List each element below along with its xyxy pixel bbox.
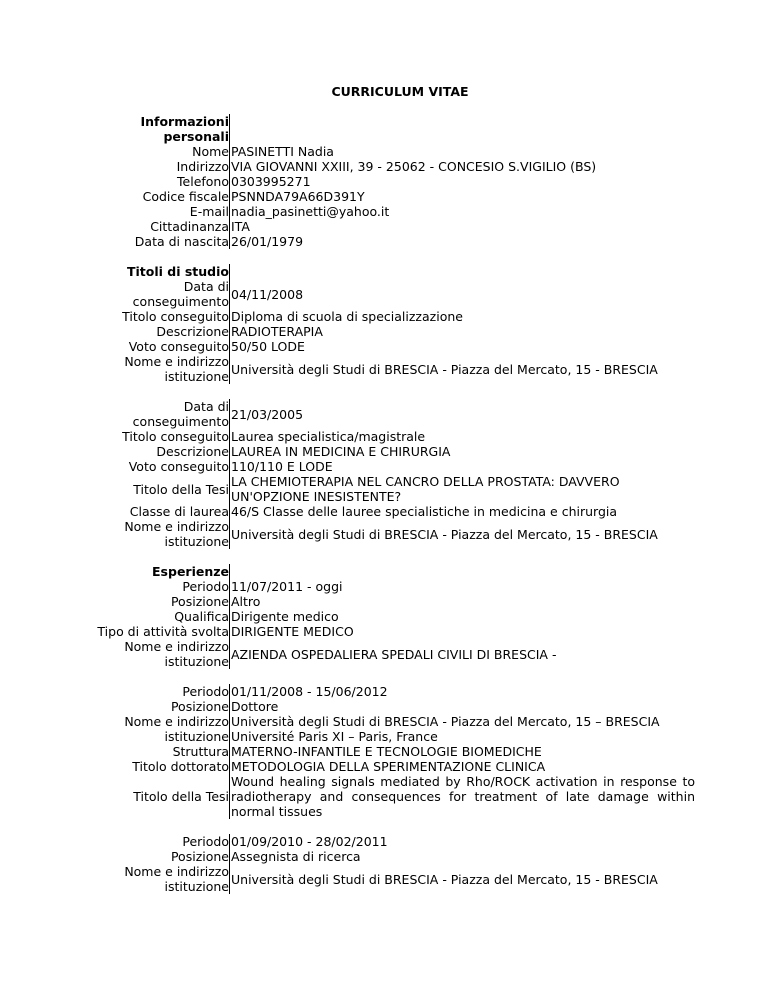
field-row — [90, 444, 695, 459]
spacer-row — [90, 819, 695, 834]
field-label: istituzione — [90, 729, 230, 744]
field-row — [90, 354, 695, 384]
field-value: Università degli Studi di BRESCIA - Piazza del Mercato, 15 - BRESCIA — [231, 526, 658, 542]
field-value: Dottore — [231, 699, 279, 714]
field-row — [90, 639, 695, 669]
field-value: 0303995271 — [231, 174, 311, 189]
spacer-row — [90, 384, 695, 399]
field-row — [90, 579, 695, 594]
spacer-row — [90, 549, 695, 564]
field-label: Qualifica — [90, 609, 230, 624]
field-value: DIRIGENTE MEDICO — [231, 624, 354, 639]
field-label: Voto conseguito — [90, 459, 230, 474]
field-row — [90, 609, 695, 624]
field-label: Nome e indirizzo istituzione — [90, 639, 230, 669]
field-value: 110/110 E LODE — [231, 459, 333, 474]
field-row — [90, 729, 695, 744]
field-value: Università degli Studi di BRESCIA - Piazza del Mercato, 15 - BRESCIA — [231, 361, 658, 377]
field-label: Periodo — [90, 579, 230, 594]
field-value: Université Paris XI – Paris, France — [231, 729, 438, 744]
field-row — [90, 309, 695, 324]
field-value: MATERNO-INFANTILE E TECNOLOGIE BIOMEDICHE — [231, 744, 542, 759]
field-value: VIA GIOVANNI XXIII, 39 - 25062 - CONCESIO S.VIGILIO (BS) — [231, 159, 597, 174]
field-row — [90, 864, 695, 894]
field-row — [90, 339, 695, 354]
field-value: LAUREA IN MEDICINA E CHIRURGIA — [231, 444, 451, 459]
field-label: Titolo dottorato — [90, 759, 230, 774]
field-label: Classe di laurea — [90, 504, 230, 519]
field-label: Indirizzo — [90, 159, 230, 174]
field-label: Nome e indirizzo — [90, 714, 230, 729]
field-value: 50/50 LODE — [231, 339, 305, 354]
field-value: 01/11/2008 - 15/06/2012 — [231, 684, 388, 699]
field-label: Nome e indirizzo istituzione — [90, 864, 230, 894]
field-row — [90, 324, 695, 339]
field-row — [90, 189, 695, 204]
field-row — [90, 474, 695, 504]
section-heading-row — [90, 264, 695, 279]
field-row — [90, 234, 695, 249]
spacer-row — [90, 249, 695, 264]
field-label: Data di conseguimento — [90, 279, 230, 309]
field-value: LA CHEMIOTERAPIA NEL CANCRO DELLA PROSTATA: DAVVERO UN'OPZIONE INESISTENTE? — [231, 474, 620, 504]
document-title: CURRICULUM VITAE — [331, 84, 469, 99]
field-row — [90, 594, 695, 609]
field-value: AZIENDA OSPEDALIERA SPEDALI CIVILI DI BRESCIA - — [231, 646, 557, 662]
field-row — [90, 834, 695, 849]
field-value: 01/09/2010 - 28/02/2011 — [231, 834, 388, 849]
field-value: PSNNDA79A66D391Y — [231, 189, 365, 204]
field-value: Altro — [231, 594, 261, 609]
field-label: Periodo — [90, 684, 230, 699]
section-heading-row — [90, 114, 695, 144]
field-label: Descrizione — [90, 444, 230, 459]
field-label: E-mail — [90, 204, 230, 219]
field-label: Nome e indirizzo istituzione — [90, 354, 230, 384]
field-label: Periodo — [90, 834, 230, 849]
field-label: Titolo della Tesi — [90, 774, 230, 819]
field-label: Nome — [90, 144, 230, 159]
field-value: Università degli Studi di BRESCIA - Piazza del Mercato, 15 – BRESCIA — [231, 714, 660, 729]
field-row — [90, 699, 695, 714]
field-value: 21/03/2005 — [231, 406, 304, 422]
field-label: Data di conseguimento — [90, 399, 230, 429]
field-label: Titolo conseguito — [90, 429, 230, 444]
section-heading-row — [90, 564, 695, 579]
field-row — [90, 759, 695, 774]
field-label: Posizione — [90, 594, 230, 609]
field-value: ITA — [231, 219, 250, 234]
field-value: RADIOTERAPIA — [231, 324, 323, 339]
field-value: 04/11/2008 — [231, 286, 304, 302]
field-label: Posizione — [90, 849, 230, 864]
field-label: Nome e indirizzo istituzione — [90, 519, 230, 549]
field-row — [90, 204, 695, 219]
field-row — [90, 459, 695, 474]
field-label: Posizione — [90, 699, 230, 714]
field-value: Università degli Studi di BRESCIA - Piazza del Mercato, 15 - BRESCIA — [231, 871, 658, 887]
field-row — [90, 174, 695, 189]
field-row — [90, 504, 695, 519]
field-row — [90, 159, 695, 174]
field-value: Laurea specialistica/magistrale — [231, 429, 426, 444]
field-value: Wound healing signals mediated by Rho/ROCK activation in response to radiotherapy and consequences for treatment of late damage within normal tissues — [231, 774, 695, 819]
field-value: Dirigente medico — [231, 609, 339, 624]
field-row — [90, 429, 695, 444]
email-value: nadia_pasinetti@yahoo.it — [231, 204, 390, 219]
field-label: Struttura — [90, 744, 230, 759]
field-value: METODOLOGIA DELLA SPERIMENTAZIONE CLINICA — [231, 759, 546, 774]
field-row — [90, 744, 695, 759]
field-row — [90, 144, 695, 159]
field-label: Cittadinanza — [90, 219, 230, 234]
field-label: Voto conseguito — [90, 339, 230, 354]
field-value: PASINETTI Nadia — [231, 144, 334, 159]
field-value: 26/01/1979 — [231, 234, 304, 249]
field-row — [90, 624, 695, 639]
field-value: Assegnista di ricerca — [231, 849, 361, 864]
field-value: 11/07/2011 - oggi — [231, 579, 343, 594]
field-label: Tipo di attività svolta — [90, 624, 230, 639]
field-row — [90, 849, 695, 864]
field-label: Titolo conseguito — [90, 309, 230, 324]
field-label: Telefono — [90, 174, 230, 189]
field-value: 46/S Classe delle lauree specialistiche in medicina e chirurgia — [231, 504, 618, 519]
field-row — [90, 714, 695, 729]
field-label: Data di nascita — [90, 234, 230, 249]
cv-table — [90, 114, 695, 894]
field-label: Codice fiscale — [90, 189, 230, 204]
field-row — [90, 279, 695, 309]
field-row — [90, 519, 695, 549]
section-heading: Esperienze — [90, 564, 230, 579]
field-row — [90, 399, 695, 429]
field-row — [90, 684, 695, 699]
field-label: Descrizione — [90, 324, 230, 339]
field-row — [90, 774, 695, 819]
field-value: Diploma di scuola di specializzazione — [231, 309, 463, 324]
section-heading: Informazioni personali — [90, 114, 230, 144]
spacer-row — [90, 669, 695, 684]
section-heading: Titoli di studio — [90, 264, 230, 279]
field-row — [90, 219, 695, 234]
field-label: Titolo della Tesi — [90, 474, 230, 504]
